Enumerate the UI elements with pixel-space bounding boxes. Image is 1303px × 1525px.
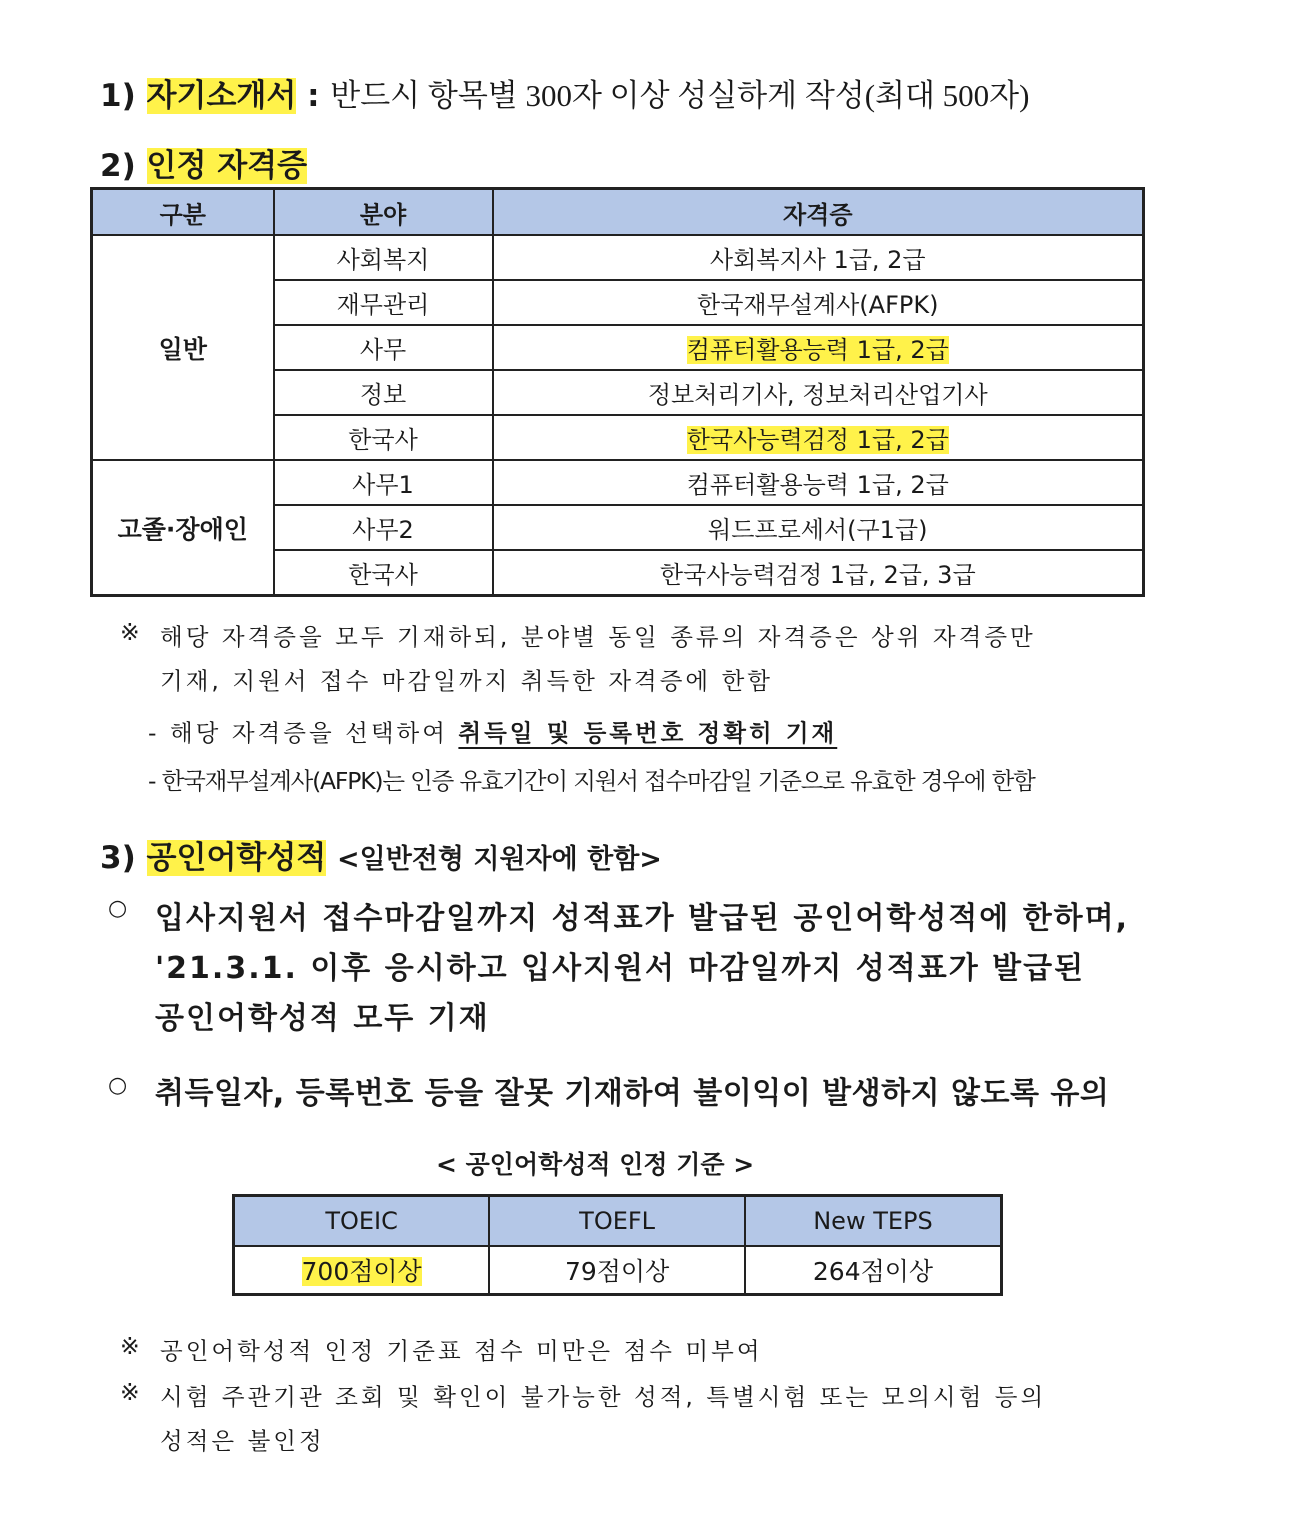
group-general: 일반	[92, 235, 274, 460]
toeic-value: 700점이상	[301, 1257, 422, 1286]
field-cell: 재무관리	[274, 280, 493, 325]
field-cell: 사무	[274, 325, 493, 370]
note-mark: ※	[120, 1332, 143, 1360]
header-category: 구분	[92, 189, 274, 236]
note-mark: ※	[120, 1378, 143, 1406]
table-row	[92, 460, 1144, 505]
toefl-value: 79점이상	[489, 1246, 745, 1295]
item1-line-3: 공인어학성적 모두 기재	[155, 1001, 490, 1036]
section1-heading	[100, 70, 1029, 115]
cert-text: 한국사능력검정 1급, 2급, 3급	[659, 561, 976, 589]
item2: 취득일자, 등록번호 등을 잘못 기재하여 불이익이 발생하지 않도록 유의	[155, 1076, 1110, 1111]
field-cell: 사회복지	[274, 235, 493, 280]
section3-title: 공인어학성적	[146, 840, 327, 876]
item1-line-1: 입사지원서 접수마감일까지 성적표가 발급된 공인어학성적에 한하며,	[155, 901, 1130, 936]
field-cell: 정보	[274, 370, 493, 415]
cert-cell	[493, 460, 1144, 505]
cert-text: 사회복지사 1급, 2급	[709, 246, 926, 274]
note-line-1: 해당 자격증을 모두 기재하되, 분야별 동일 종류의 자격증은 상위 자격증만	[160, 623, 1036, 651]
cert-text: 워드프로세서(구1급)	[708, 516, 928, 544]
cert-cell	[493, 325, 1144, 370]
cert-cell	[493, 550, 1144, 596]
note-line-2: 기재, 지원서 접수 마감일까지 취득한 자격증에 한함	[160, 667, 774, 695]
item1-line-2: '21.3.1. 이후 응시하고 입사지원서 마감일까지 성적표가 발급된	[155, 951, 1086, 986]
section1-separator: :	[296, 78, 320, 114]
cert-cell	[493, 370, 1144, 415]
header-toeic: TOEIC	[234, 1196, 490, 1247]
header-new-teps: New TEPS	[745, 1196, 1002, 1247]
lang-note-2-line-2: 성적은 불인정	[160, 1427, 325, 1455]
lang-note-2-line-1: 시험 주관기관 조회 및 확인이 불가능한 성적, 특별시험 또는 모의시험 등의	[160, 1383, 1047, 1411]
cert-cell	[493, 280, 1144, 325]
cert-cell	[493, 415, 1144, 460]
section2-title: 인정 자격증	[146, 148, 308, 184]
cert-text-highlighted: 한국사능력검정 1급, 2급	[686, 426, 949, 454]
note-mark: ※	[120, 618, 143, 646]
lang-table-title: < 공인어학성적 인정 기준 >	[436, 1150, 755, 1179]
header-toefl: TOEFL	[489, 1196, 745, 1247]
header-certificate: 자격증	[493, 189, 1144, 236]
field-cell: 사무1	[274, 460, 493, 505]
sub1-emphasis: 취득일 및 등록번호 정확히 기재	[458, 719, 838, 747]
language-score-table	[232, 1194, 1003, 1296]
circle-bullet-icon: ○	[108, 1073, 130, 1098]
field-cell: 한국사	[274, 415, 493, 460]
field-cell: 한국사	[274, 550, 493, 596]
dash: -	[148, 767, 156, 795]
toeic-cell	[234, 1246, 490, 1295]
table-header-row	[234, 1196, 1002, 1247]
section1-number: 1)	[100, 78, 136, 114]
lang-note-1: 공인어학성적 인정 기준표 점수 미만은 점수 미부여	[160, 1337, 763, 1365]
sub2-text: 한국재무설계사(AFPK)는 인증 유효기간이 지원서 접수마감일 기준으로 유효한 경우에 한함	[161, 767, 1035, 795]
field-cell: 사무2	[274, 505, 493, 550]
header-field: 분야	[274, 189, 493, 236]
section2-number: 2)	[100, 148, 136, 184]
certificate-table	[90, 187, 1145, 597]
cert-text: 정보처리기사, 정보처리산업기사	[647, 381, 988, 409]
section1-text: 반드시 항목별 300자 이상 성실하게 작성(최대 500자)	[330, 78, 1030, 113]
table-header-row	[92, 189, 1144, 236]
sub-bullet-2	[148, 762, 1035, 796]
new-teps-value: 264점이상	[745, 1246, 1002, 1295]
cert-cell	[493, 235, 1144, 280]
sub-bullet-1	[148, 714, 837, 748]
sub1-prefix: 해당 자격증을 선택하여	[169, 719, 448, 747]
section2-heading	[100, 140, 307, 185]
cert-text: 한국재무설계사(AFPK)	[697, 291, 939, 319]
table-row	[234, 1246, 1002, 1295]
section1-title: 자기소개서	[146, 78, 297, 114]
circle-bullet-icon: ○	[108, 896, 130, 921]
cert-cell	[493, 505, 1144, 550]
table-row	[92, 235, 1144, 280]
group-highschool-disabled: 고졸·장애인	[92, 460, 274, 596]
section3-subtitle: <일반전형 지원자에 한함>	[337, 844, 662, 875]
cert-text-highlighted: 컴퓨터활용능력 1급, 2급	[686, 336, 949, 364]
dash: -	[148, 719, 160, 747]
section3-heading	[100, 832, 662, 877]
cert-text: 컴퓨터활용능력 1급, 2급	[686, 471, 949, 499]
section3-number: 3)	[100, 840, 136, 876]
